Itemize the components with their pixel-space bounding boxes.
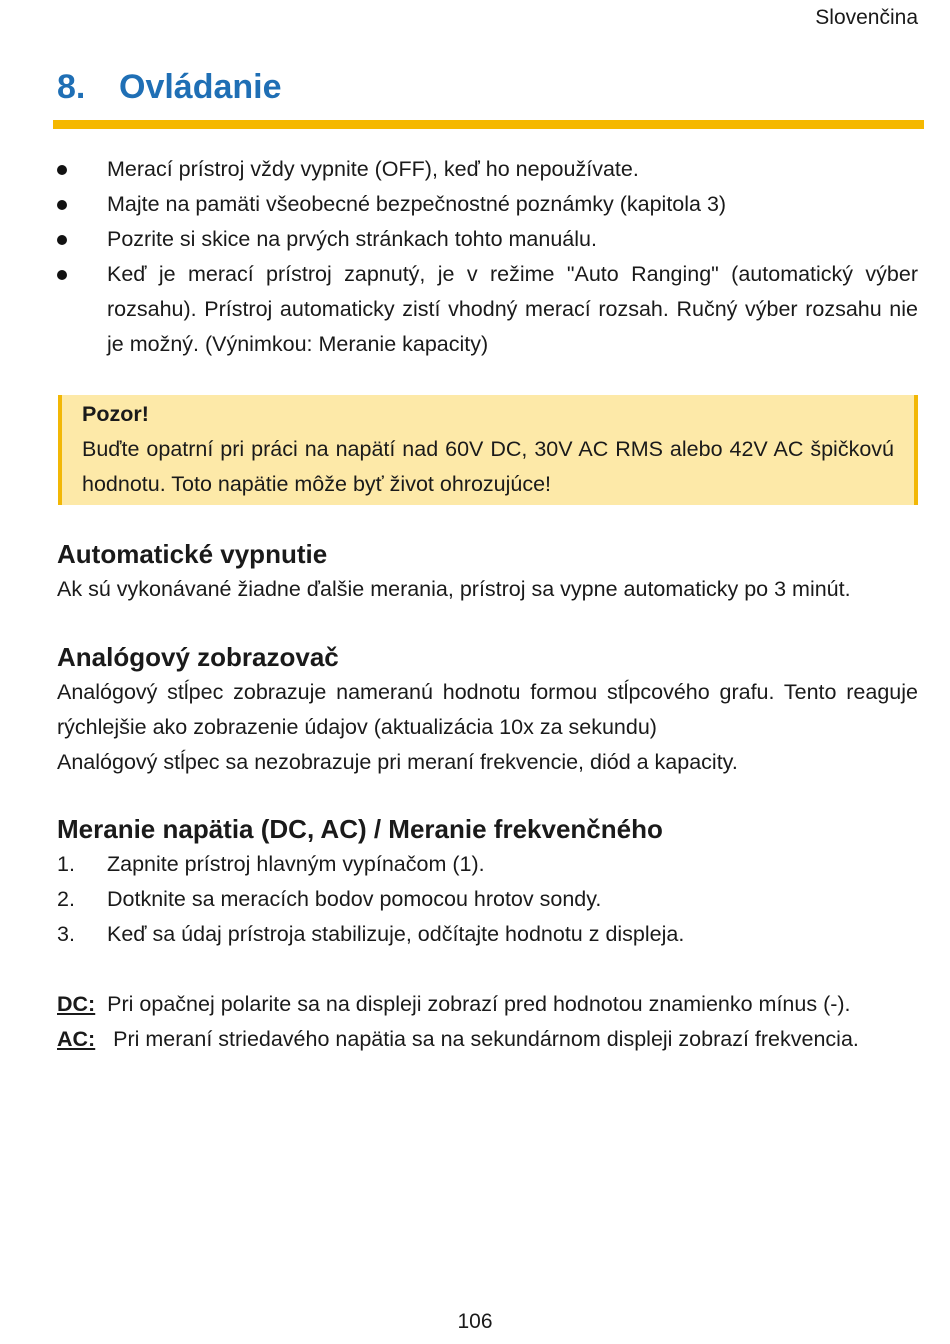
step-text: Dotknite sa meracích bodov pomocou hrotov sondy. <box>107 887 602 911</box>
warning-box <box>58 395 918 505</box>
bullet-text: Majte na pamäti všeobecné bezpečnostné poznámky (kapitola 3) <box>107 192 727 216</box>
dc-label: DC: <box>57 992 96 1016</box>
ac-label: AC: <box>57 1027 96 1051</box>
analog-heading: Analógový zobrazovač <box>57 642 339 672</box>
bullet-dot-icon <box>57 200 67 210</box>
section-analog <box>57 639 918 780</box>
bullet-text: Merací prístroj vždy vypnite (OFF), keď ho nepoužívate. <box>107 157 639 181</box>
chapter-title: Ovládanie <box>119 68 282 106</box>
ac-text: Pri meraní striedavého napätia sa na sekundárnom displeji zobrazí frekvencia. <box>113 1027 859 1051</box>
ac-note <box>57 1022 918 1057</box>
analog-text-2: Analógový stĺpec sa nezobrazuje pri meraní frekvencie, diód a kapacity. <box>57 750 738 774</box>
step-item <box>57 882 918 917</box>
operation-bullets <box>57 152 918 362</box>
dc-note <box>57 987 918 1022</box>
chapter-rule <box>53 120 924 129</box>
bullet-dot-icon <box>57 235 67 245</box>
step-item <box>57 847 918 882</box>
page-number: 106 <box>457 1310 493 1333</box>
bullet-item <box>57 187 918 222</box>
bullet-dot-icon <box>57 270 67 280</box>
step-item <box>57 917 918 952</box>
step-number: 1. <box>57 852 75 876</box>
voltage-steps <box>57 847 918 952</box>
step-text: Zapnite prístroj hlavným vypínačom (1). <box>107 852 485 876</box>
section-voltage <box>57 811 918 1057</box>
auto-off-heading: Automatické vypnutie <box>57 539 328 569</box>
bullet-text: Keď je merací prístroj zapnutý, je v režime "Auto Ranging" (automatický výber rozsahu). Prístroj automaticky zistí vhodný merací rozsah. Ručný výber rozsahu nie je možný. (Výnimkou: Meranie kapacity) <box>107 262 918 356</box>
analog-text-1: Analógový stĺpec zobrazuje nameranú hodnotu formou stĺpcového grafu. Tento reaguje rýchlejšie ako zobrazenie údajov (aktualizácia 10x za sekundu) <box>57 680 918 739</box>
warning-title: Pozor! <box>82 402 149 426</box>
chapter-heading <box>57 68 282 107</box>
auto-off-text: Ak sú vykonávané žiadne ďalšie merania, prístroj sa vypne automaticky po 3 minút. <box>57 577 851 601</box>
bullet-item <box>57 257 918 362</box>
step-text: Keď sa údaj prístroja stabilizuje, odčítajte hodnotu z displeja. <box>107 922 685 946</box>
dc-ac-notes <box>57 987 918 1057</box>
bullet-item <box>57 222 918 257</box>
dc-text: Pri opačnej polarite sa na displeji zobrazí pred hodnotou znamienko mínus (-). <box>107 992 851 1016</box>
bullet-dot-icon <box>57 165 67 175</box>
section-auto-off <box>57 536 918 607</box>
header-language: Slovenčina <box>815 6 918 29</box>
step-number: 3. <box>57 922 75 946</box>
bullet-text: Pozrite si skice na prvých stránkach tohto manuálu. <box>107 227 597 251</box>
warning-text: Buďte opatrní pri práci na napätí nad 60V DC, 30V AC RMS alebo 42V AC špičkovú hodnotu. Toto napätie môže byť život ohrozujúce! <box>82 437 894 496</box>
chapter-number: 8. <box>57 68 86 106</box>
voltage-heading: Meranie napätia (DC, AC) / Meranie frekvenčného <box>57 814 663 844</box>
step-number: 2. <box>57 887 75 911</box>
page-content <box>57 152 918 1057</box>
bullet-item <box>57 152 918 187</box>
